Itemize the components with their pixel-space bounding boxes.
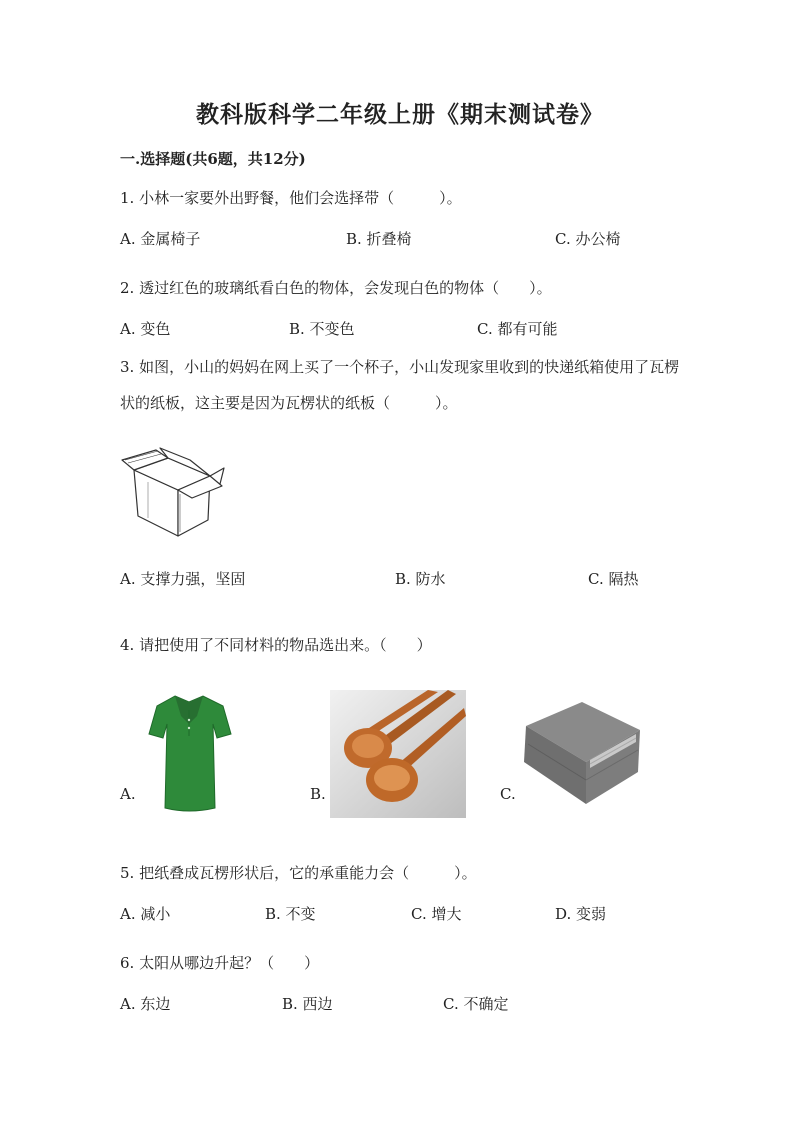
q5-option-d[interactable]: D. 变弱 [555, 905, 607, 923]
q4-option-c[interactable]: C. [500, 785, 516, 803]
question-2: 2. 透过红色的玻璃纸看白色的物体，会发现白色的物体（ ）。 [120, 279, 552, 297]
q4-option-b[interactable]: B. [310, 785, 326, 803]
wooden-spoons-image [330, 690, 466, 818]
q5-option-b[interactable]: B. 不变 [265, 905, 316, 923]
section-title: 一.选择题(共6题，共12分) [120, 150, 306, 168]
question-5: 5. 把纸叠成瓦楞形状后，它的承重能力会（ ）。 [120, 864, 477, 882]
q5-option-c[interactable]: C. 增大 [411, 905, 462, 923]
q2-option-a[interactable]: A. 变色 [120, 320, 171, 338]
cardboard-box-image [120, 446, 226, 538]
q5-option-a[interactable]: A. 减小 [120, 905, 171, 923]
q1-option-b[interactable]: B. 折叠椅 [346, 230, 412, 248]
folded-towel-image [520, 700, 644, 808]
green-shirt-image [143, 690, 235, 816]
q3-option-b[interactable]: B. 防水 [395, 570, 446, 588]
q6-option-c[interactable]: C. 不确定 [443, 995, 509, 1013]
q2-option-b[interactable]: B. 不变色 [289, 320, 355, 338]
question-3: 3. 如图，小山的妈妈在网上买了一个杯子，小山发现家里收到的快递纸箱使用了瓦楞状的纸板，这主要是因为瓦楞状的纸板（ ）。 [120, 358, 680, 412]
q2-option-c[interactable]: C. 都有可能 [477, 320, 558, 338]
q1-option-c[interactable]: C. 办公椅 [555, 230, 621, 248]
q1-option-a[interactable]: A. 金属椅子 [120, 230, 201, 248]
q3-option-a[interactable]: A. 支撑力强，坚固 [120, 570, 246, 588]
page-title: 教科版科学二年级上册《期末测试卷》 [196, 101, 604, 128]
question-6: 6. 太阳从哪边升起？（ ） [120, 954, 320, 972]
q4-option-a[interactable]: A. [120, 785, 136, 803]
q3-option-c[interactable]: C. 隔热 [588, 570, 639, 588]
q6-option-a[interactable]: A. 东边 [120, 995, 171, 1013]
question-1: 1. 小林一家要外出野餐，他们会选择带（ ）。 [120, 189, 462, 207]
question-4: 4. 请把使用了不同材料的物品选出来。（ ） [120, 636, 432, 654]
q6-option-b[interactable]: B. 西边 [282, 995, 333, 1013]
